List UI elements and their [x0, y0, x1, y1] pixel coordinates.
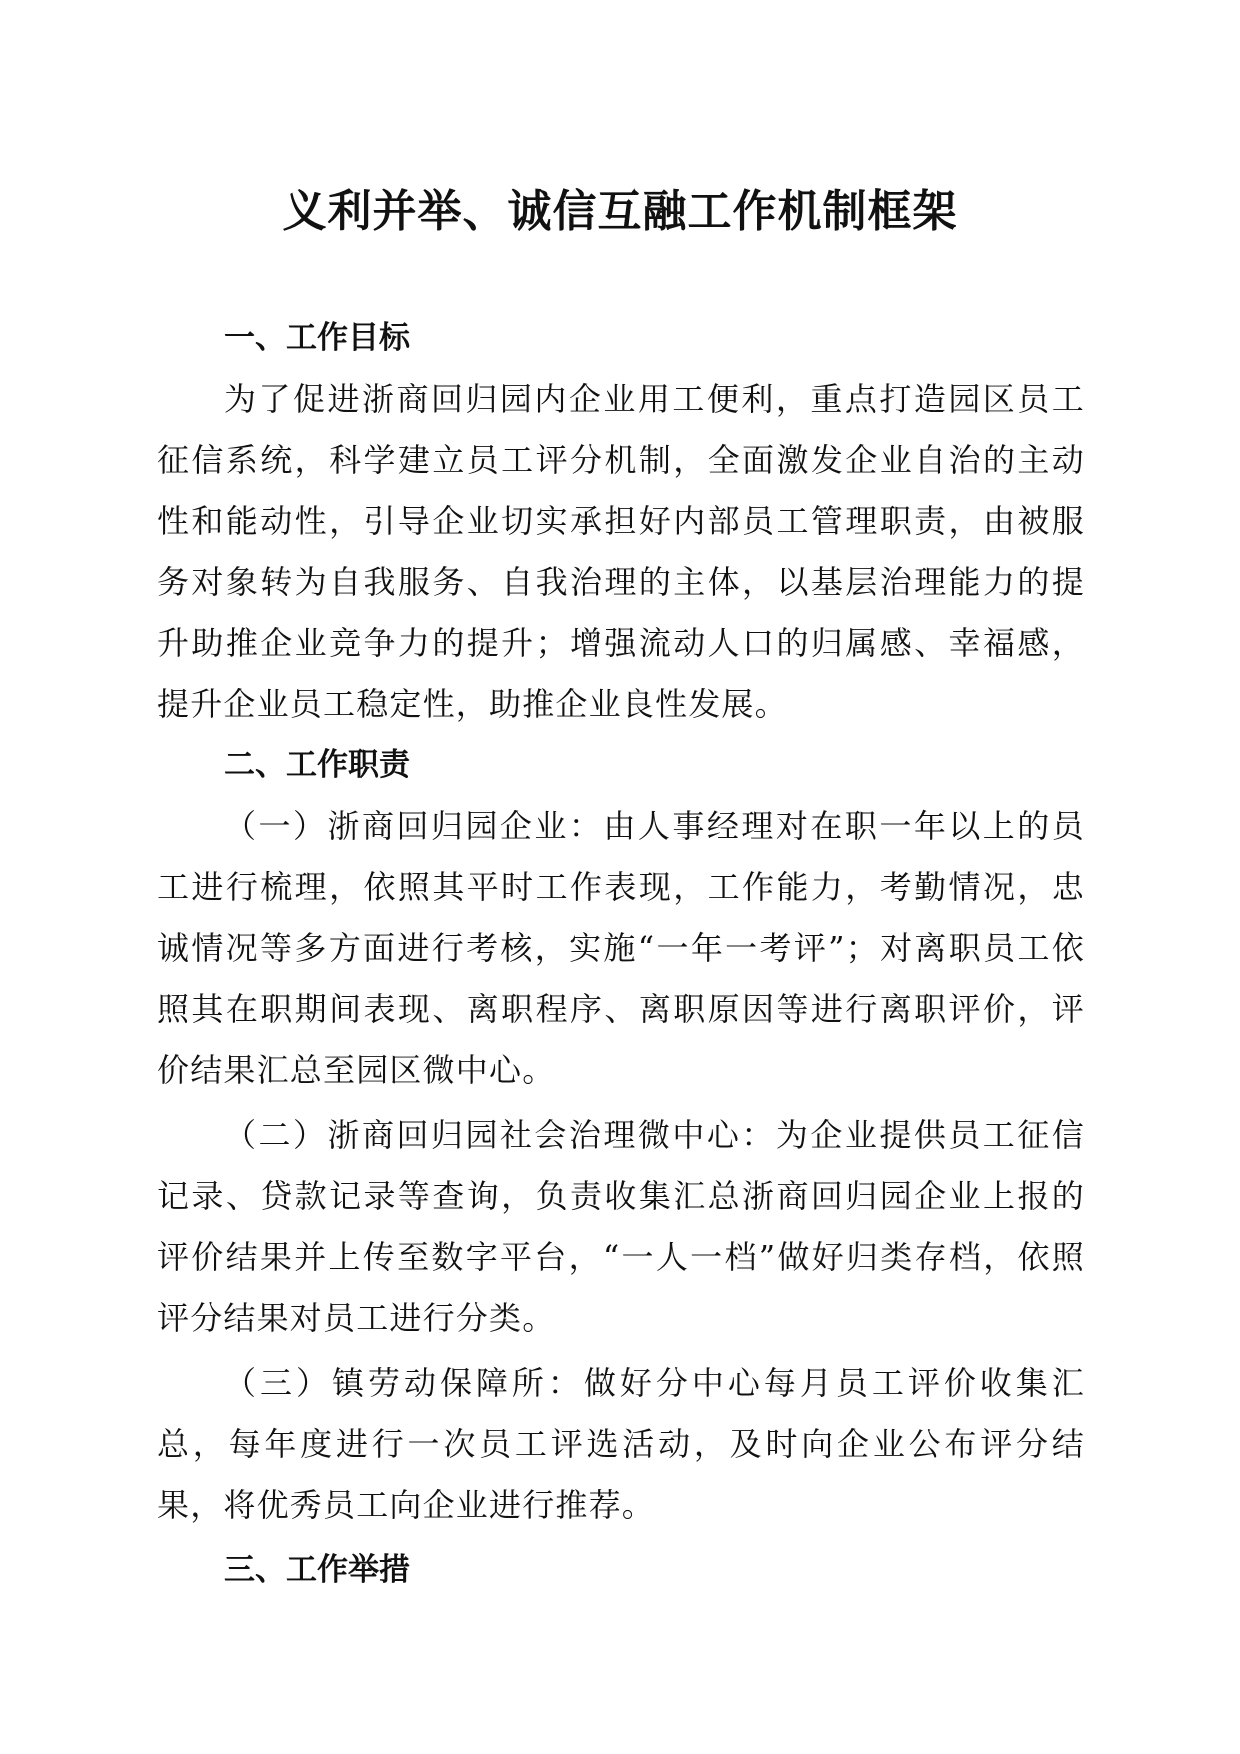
section-work-measures [157, 1540, 1085, 1601]
section-work-goals [157, 308, 1085, 735]
paragraph: 为了促进浙商回归园内企业用工便利，重点打造园区员工征信系统，科学建立员工评分机制，全面激发企业自治的主动性和能动性，引导企业切实承担好内部员工管理职责，由被服务对象转为自我服务、自我治理的主体，以基层治理能力的提升助推企业竞争力的提升；增强流动人口的归属感、幸福感，提升企业员工稳定性，助推企业良性发展。 [157, 380, 1085, 723]
section-heading: 三、工作举措 [224, 1552, 410, 1588]
paragraph: （二）浙商回归园社会治理微中心：为企业提供员工征信记录、贷款记录等查询，负责收集汇总浙商回归园企业上报的评价结果并上传至数字平台，“一人一档”做好归类存档，依照评分结果对员工进行分类。 [157, 1116, 1085, 1337]
section-work-duties [157, 735, 1085, 1540]
section-heading: 一、工作目标 [224, 320, 410, 356]
document-title: 义利并举、诚信互融工作机制框架 [282, 186, 958, 237]
paragraph: （一）浙商回归园企业：由人事经理对在职一年以上的员工进行梳理，依照其平时工作表现，工作能力，考勤情况，忠诚情况等多方面进行考核，实施“一年一考评”；对离职员工依照其在职期间表现、离职程序、离职原因等进行离职评价，评价结果汇总至园区微中心。 [157, 807, 1085, 1089]
paragraph: （三）镇劳动保障所：做好分中心每月员工评价收集汇总，每年度进行一次员工评选活动，及时向企业公布评分结果，将优秀员工向企业进行推荐。 [157, 1364, 1085, 1524]
document-body [157, 308, 1085, 1601]
section-heading: 二、工作职责 [224, 747, 410, 783]
